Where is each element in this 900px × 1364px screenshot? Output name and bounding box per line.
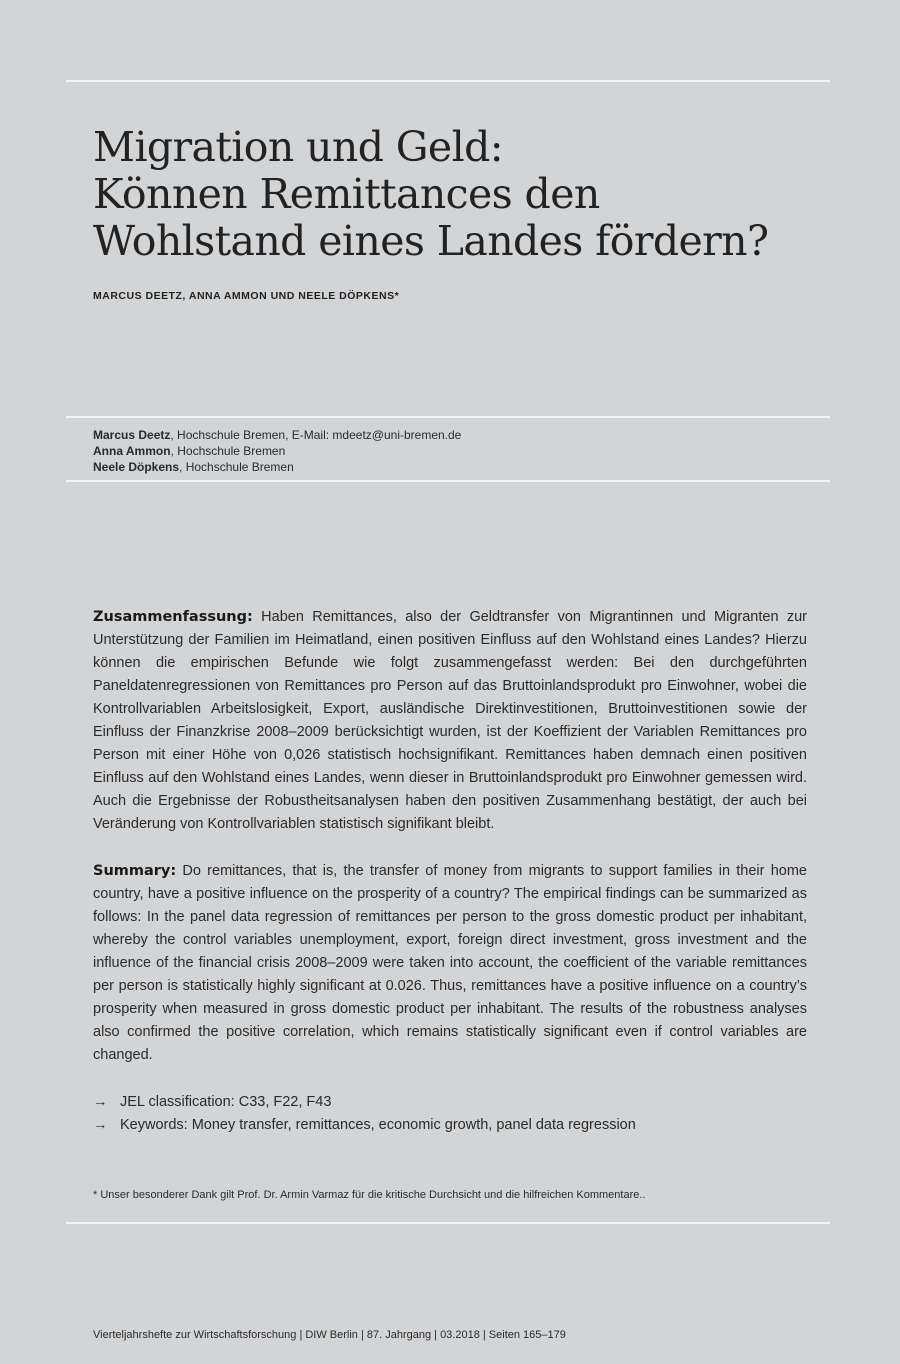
english-summary-text: Do remittances, that is, the transfer of money from migrants to support families in their home country, have a positive influence on the prosperity of a country? The empirical findings can be summarized as follows: In the panel data regression of remittances per person to the gross domestic product per inhabitant, whereby the control variables unemployment, export, foreign direct investment, gross investment and the influence of the financial crisis 2008–2009 were taken into account, the coefficient of the variable remittances per person is statistically highly significant at 0.026. Thus, remittances have a positive influence on a country’s prosperity when measured in gross domestic product per inhabitant. The results of the robustness analyses also confirmed the positive correlation, which remains statistically significant even if control variables are changed. (93, 863, 807, 1063)
english-summary (93, 860, 807, 1067)
affiliation-name: Anna Ammon (93, 444, 171, 458)
title-line-1: Migration und Geld: (93, 123, 503, 171)
article-title (93, 124, 833, 265)
top-rule (66, 80, 830, 82)
keywords (93, 1114, 636, 1137)
keywords-text: Keywords: Money transfer, remittances, economic growth, panel data regression (120, 1117, 636, 1133)
footnote: * Unser besonderer Dank gilt Prof. Dr. Armin Varmaz für die kritische Durchsicht und die hilfreichen Kommentare.. (93, 1189, 646, 1201)
affiliation-detail: , Hochschule Bremen, E-Mail: mdeetz@uni-bremen.de (170, 428, 462, 442)
english-summary-label: Summary: (93, 863, 177, 879)
jel-text: JEL classification: C33, F22, F43 (120, 1094, 332, 1110)
affiliation-bottom-rule (66, 480, 830, 482)
journal-footer: Vierteljahrshefte zur Wirtschaftsforschung | DIW Berlin | 87. Jahrgang | 03.2018 | Seiten 165–179 (93, 1329, 566, 1341)
affiliation-name: Marcus Deetz (93, 428, 171, 442)
affiliation-doepkens (93, 459, 461, 475)
classification-list (93, 1091, 636, 1137)
affiliation-ammon (93, 443, 461, 459)
affiliations (93, 427, 461, 475)
author-list: MARCUS DEETZ, ANNA AMMON UND NEELE DÖPKENS* (93, 290, 400, 302)
title-line-2: Können Remittances den (93, 170, 600, 218)
affiliation-detail: , Hochschule Bremen (170, 444, 286, 458)
german-abstract-label: Zusammenfassung: (93, 609, 253, 625)
jel-classification (93, 1091, 636, 1114)
affiliation-deetz (93, 427, 461, 443)
title-line-3: Wohlstand eines Landes fördern? (93, 217, 769, 265)
affiliation-name: Neele Döpkens (93, 460, 180, 474)
arrow-right-icon: → (93, 1117, 108, 1133)
arrow-right-icon: → (93, 1094, 108, 1110)
german-abstract (93, 606, 807, 836)
affiliation-detail: , Hochschule Bremen (179, 460, 294, 474)
affiliation-top-rule (66, 416, 830, 418)
german-abstract-text: Haben Remittances, also der Geldtransfer von Migrantinnen und Migranten zur Unterstützung der Familien im Heimatland, einen positiven Einfluss auf den Wohlstand eines Landes? Hierzu können die empirischen Befunde wie folgt zusammengefasst werden: Bei den durchgeführten Paneldatenregressionen von Remittances pro Person auf das Bruttoinlandsprodukt pro Einwohner, wobei die Kontrollvariablen Arbeitslosigkeit, Export, ausländische Direktinvestitionen, Bruttoinvestitionen sowie der Einfluss der Finanzkrise 2008–2009 berücksichtigt wurden, ist der Koeffizient der Variablen Remittances pro Person mit einer Höhe von 0,026 statistisch hochsignifikant. Remittances haben demnach einen positiven Einfluss auf den Wohlstand eines Landes, wenn dieser in Bruttoinlandsprodukt pro Einwohner gemessen wird. Auch die Ergebnisse der Robustheitsanalysen haben den positiven Zusammenhang bestätigt, der auch bei Veränderung von Kontrollvariablen statistisch signifikant bleibt. (93, 609, 808, 832)
bottom-rule (66, 1222, 830, 1224)
